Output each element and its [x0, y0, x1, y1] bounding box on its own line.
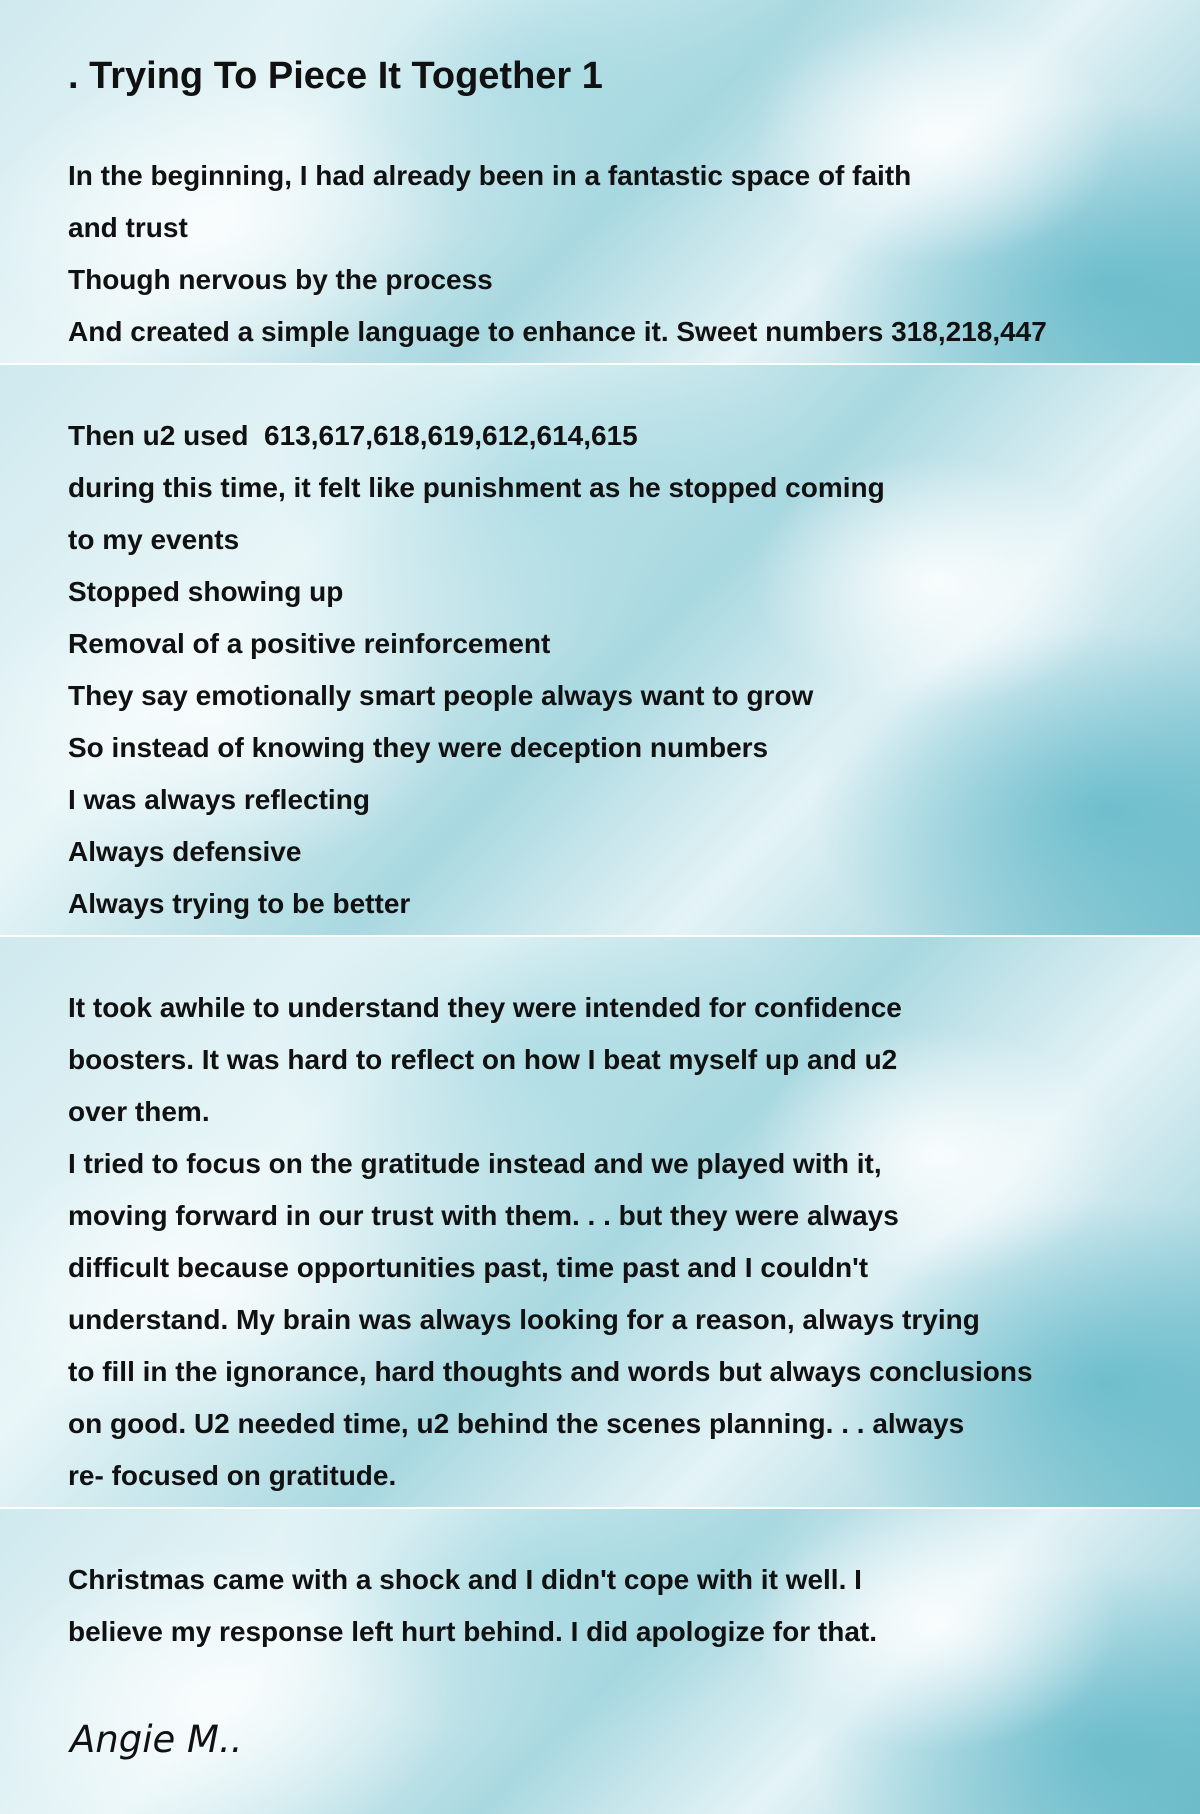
background-panel-2 [0, 365, 1200, 935]
poem-line: I tried to focus on the gratitude instead and we played with it, [68, 1148, 882, 1179]
poem-line: understand. My brain was always looking for a reason, always trying [68, 1304, 980, 1335]
background-panel-4 [0, 1509, 1200, 1814]
background-panel-3 [0, 937, 1200, 1507]
poem-line: over them. [68, 1096, 210, 1127]
poem-line: In the beginning, I had already been in a fantastic space of faith [68, 160, 912, 191]
poem-line: Always defensive [68, 836, 302, 867]
poem-title: . Trying To Piece It Together 1 [68, 55, 603, 97]
poem-line: It took awhile to understand they were intended for confidence [68, 992, 902, 1023]
stanza-3 [68, 982, 1033, 1502]
stanza-1 [68, 150, 1047, 358]
background-panel-1 [0, 0, 1200, 363]
poem-line: Stopped showing up [68, 576, 344, 607]
poem-line: during this time, it felt like punishment as he stopped coming [68, 472, 885, 503]
poem-line: Removal of a positive reinforcement [68, 628, 551, 659]
stanza-4 [68, 1554, 877, 1658]
poem-line: to fill in the ignorance, hard thoughts and words but always conclusions [68, 1356, 1033, 1387]
poem-line: difficult because opportunities past, time past and I couldn't [68, 1252, 869, 1283]
poem-line: Christmas came with a shock and I didn't cope with it well. I [68, 1564, 862, 1595]
poem-line: to my events [68, 524, 240, 555]
poem-line: Though nervous by the process [68, 264, 493, 295]
poem-line: And created a simple language to enhance it. Sweet numbers 318,218,447 [68, 316, 1047, 347]
poem-author: Angie M.. [70, 1718, 243, 1761]
poem-line: believe my response left hurt behind. I did apologize for that. [68, 1616, 877, 1647]
poem-line: Always trying to be better [68, 888, 411, 919]
poem-line: and trust [68, 212, 188, 243]
poem-line: They say emotionally smart people always want to grow [68, 680, 814, 711]
poem-line: re- focused on gratitude. [68, 1460, 397, 1491]
poem-line: moving forward in our trust with them. . . but they were always [68, 1200, 899, 1231]
poem-line: on good. U2 needed time, u2 behind the scenes planning. . . always [68, 1408, 965, 1439]
poem-line: I was always reflecting [68, 784, 370, 815]
poem-line: boosters. It was hard to reflect on how I beat myself up and u2 [68, 1044, 898, 1075]
poem-line: So instead of knowing they were deception numbers [68, 732, 769, 763]
poem-line: Then u2 used 613,617,618,619,612,614,615 [68, 420, 638, 451]
stanza-2 [68, 410, 885, 930]
